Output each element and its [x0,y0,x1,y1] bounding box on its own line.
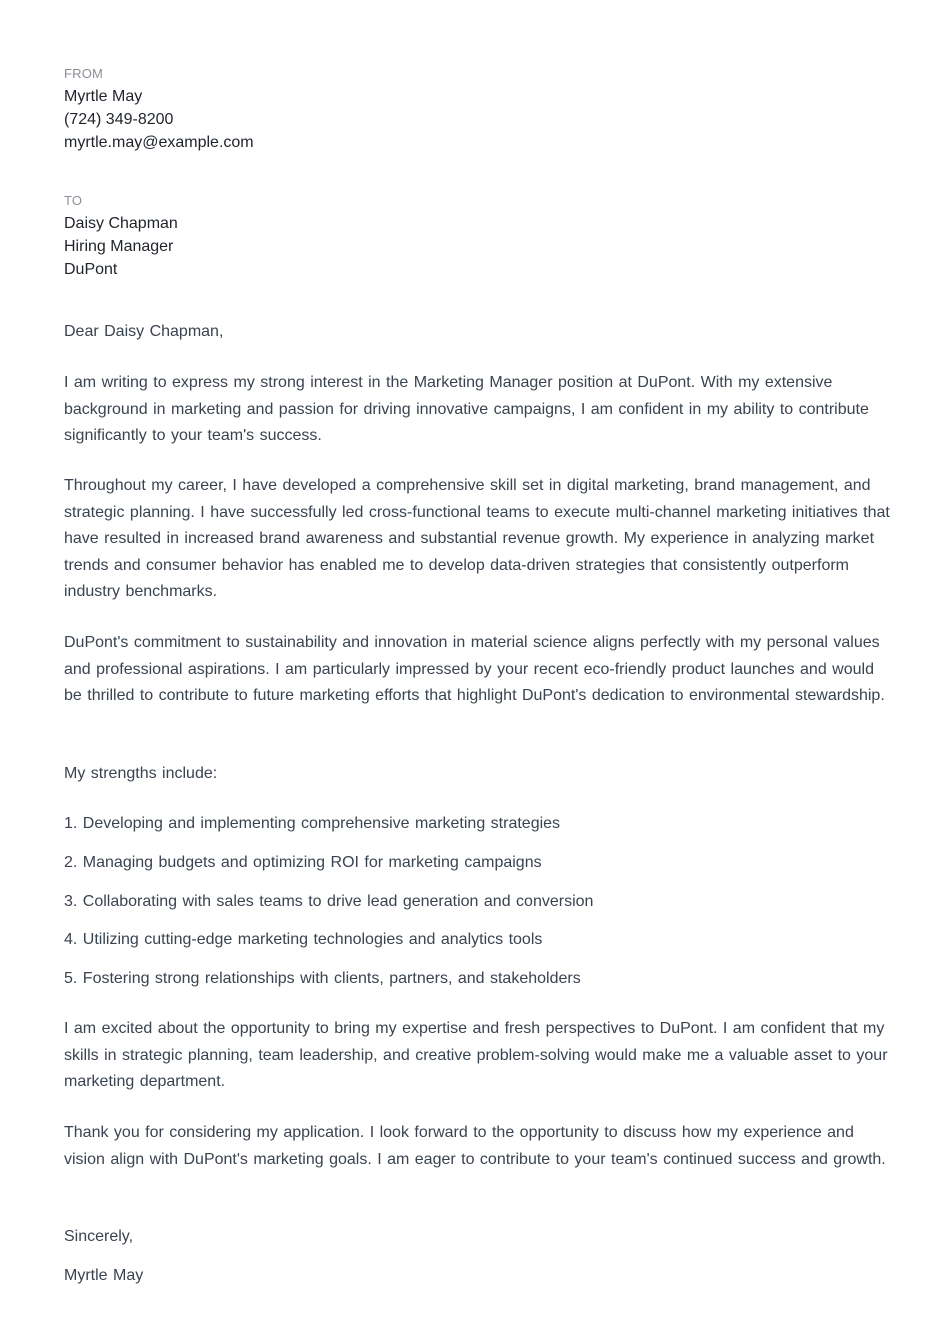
strength-item: 5. Fostering strong relationships with clients, partners, and stakeholders [64,970,581,987]
strengths-intro: My strengths include: [64,765,218,782]
recipient-name: Daisy Chapman [64,215,178,232]
signoff: Sincerely, [64,1228,134,1245]
body-paragraph: Throughout my career, I have developed a comprehensive skill set in digital marketing, brand management, and strategic planning. I have successfully led cross-functional teams to execute multi-channel marketing initiatives that have resulted in increased brand awareness and substantial revenue growth. My experience in analyzing market trends and consumer behavior has enabled me to develop data-driven strategies that consistently outperform industry benchmarks. [64,477,890,601]
strength-item: 4. Utilizing cutting-edge marketing technologies and analytics tools [64,931,543,948]
strength-item: 2. Managing budgets and optimizing ROI for marketing campaigns [64,854,542,871]
body-paragraph: I am writing to express my strong interest in the Marketing Manager position at DuPont. With my extensive background in marketing and passion for driving innovative campaigns, I am confident in my ability to contribute significantly to your team's success. [64,374,869,445]
to-label: TO [64,193,83,208]
strength-item: 3. Collaborating with sales teams to drive lead generation and conversion [64,893,594,910]
sender-phone: (724) 349-8200 [64,111,174,128]
salutation: Dear Daisy Chapman, [64,323,224,340]
recipient-company: DuPont [64,261,118,278]
sender-email: myrtle.may@example.com [64,134,254,151]
signature: Myrtle May [64,1267,144,1284]
recipient-title: Hiring Manager [64,238,174,255]
closing-paragraph: Thank you for considering my application. I look forward to the opportunity to discuss how my experience and vision align with DuPont's marketing goals. I am eager to contribute to your team's continued success and growth. [64,1124,886,1168]
strength-item: 1. Developing and implementing comprehensive marketing strategies [64,815,561,832]
body-paragraph: DuPont's commitment to sustainability and innovation in material science aligns perfectly with my personal values and professional aspirations. I am particularly impressed by your recent eco-friendly product launches and would be thrilled to contribute to future marketing efforts that highlight DuPont's dedication to environmental stewardship. [64,634,885,705]
sender-name: Myrtle May [64,88,143,105]
from-label: FROM [64,66,104,81]
recipient-block [64,193,894,281]
sender-block [64,66,894,154]
closing-paragraph: I am excited about the opportunity to bring my expertise and fresh perspectives to DuPont. I am confident that my skills in strategic planning, team leadership, and creative problem-solving would make me a valuable asset to your marketing department. [64,1020,888,1091]
